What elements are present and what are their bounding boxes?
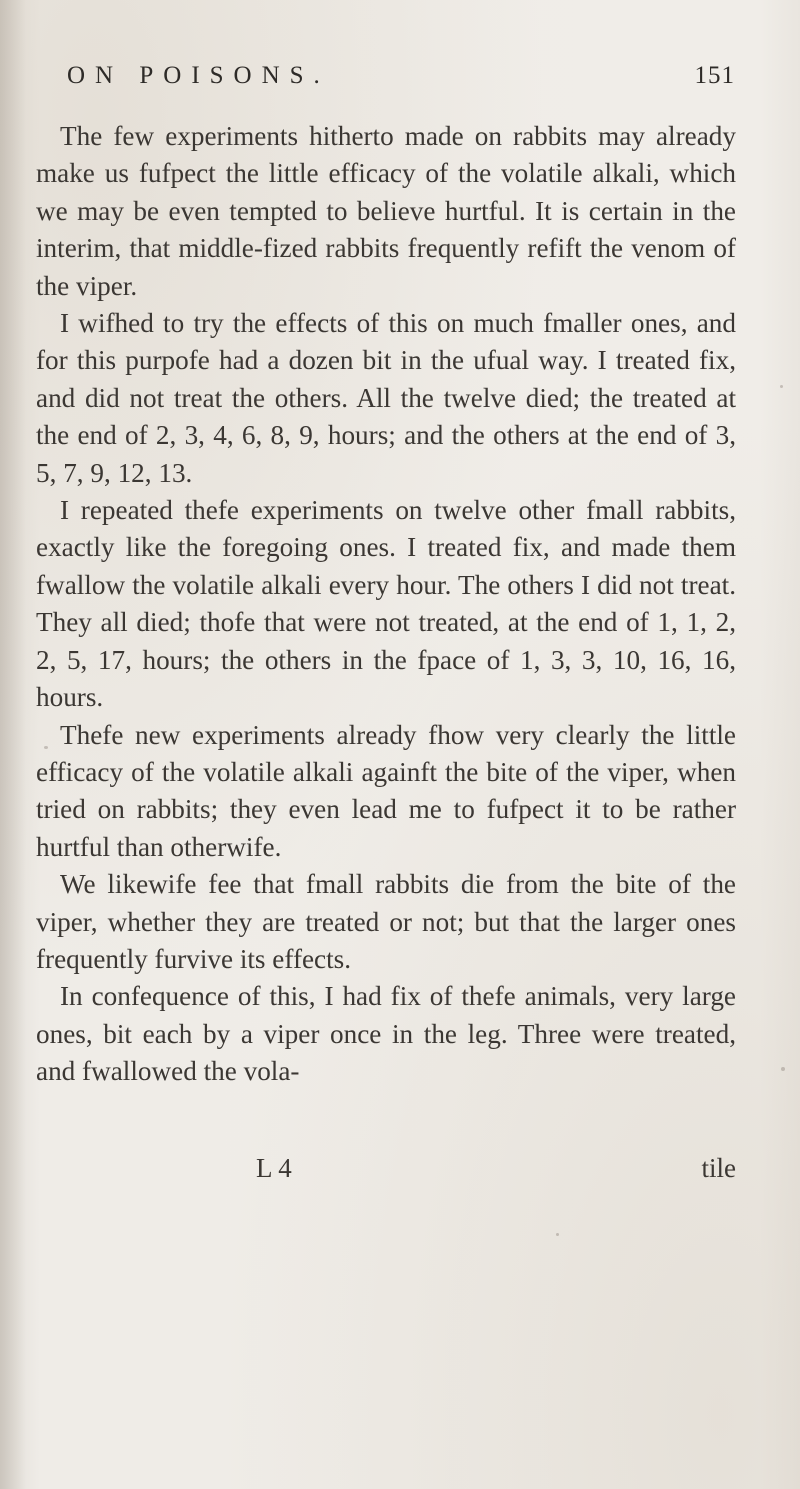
body-text (36, 118, 736, 1091)
signature-mark: L 4 (256, 1153, 292, 1183)
spine-shadow (0, 0, 26, 1489)
catchword: tile (701, 1153, 736, 1183)
paper-speck (44, 746, 48, 749)
paragraph-6: In confequence of this, I had fix of thefe animals, very large ones, bit each by a viper once in the leg. Three were treated, and fwallowed the vola- (36, 981, 736, 1087)
running-head: ON POISONS. (67, 62, 330, 89)
paper-speck (556, 1233, 559, 1236)
paper-speck (781, 1067, 785, 1071)
paragraph-3: I repeated thefe experiments on twelve other fmall rabbits, exactly like the foregoing ones. I treated fix, and made them fwallow the volatile alkali every hour. The others I did not treat. They all died; thofe that were not treated, at the end of 1, 1, 2, 2, 5, 17, hours; the others in the fpace of 1, 3, 3, 10, 16, 16, hours. (36, 495, 736, 713)
page-footer (36, 1153, 736, 1191)
paragraph-2: I wifhed to try the effects of this on much fmaller ones, and for this purpofe had a dozen bit in the ufual way. I treated fix, and did not treat the others. All the twelve died; the treated at the end of 2, 3, 4, 6, 8, 9, hours; and the others at the end of 3, 5, 7, 9, 12, 13. (36, 308, 736, 488)
paper-speck (780, 385, 783, 388)
paragraph-5: We likewife fee that fmall rabbits die from the bite of the viper, whether they are treated or not; but that the larger ones frequently furvive its effects. (36, 869, 736, 974)
page-header (67, 62, 735, 96)
page-number: 151 (694, 62, 735, 89)
paragraph-1: The few experiments hitherto made on rabbits may already make us fufpect the little efficacy of the volatile alkali, which we may be even tempted to believe hurtful. It is certain in the interim, that middle-fized rabbits frequently refift the venom of the viper. (36, 121, 736, 301)
paragraph-4: Thefe new experiments already fhow very clearly the little efficacy of the volatile alkali againft the bite of the viper, when tried on rabbits; they even lead me to fufpect it to be rather hurtful than otherwife. (36, 719, 736, 862)
